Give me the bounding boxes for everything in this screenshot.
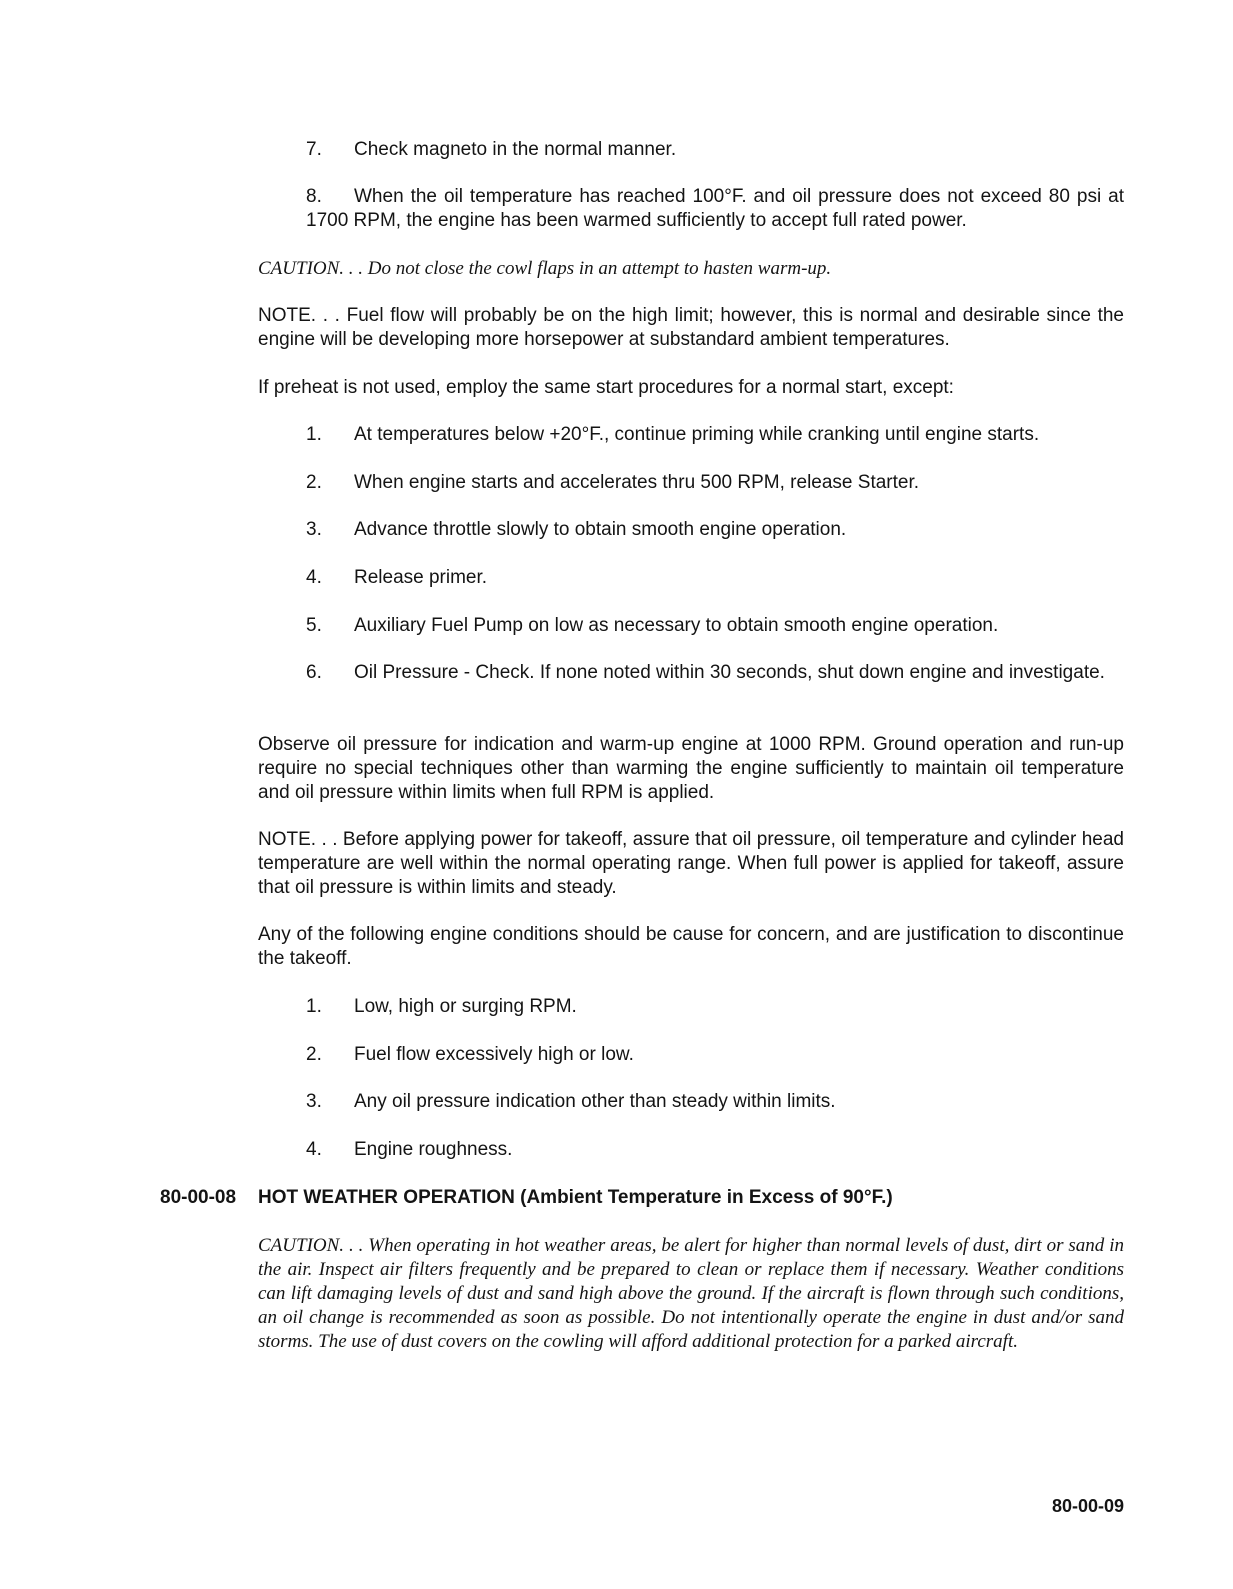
preheat-intro: If preheat is not used, employ the same start procedures for a normal start, except:	[258, 377, 954, 398]
note-paragraph: NOTE. . . Before applying power for takeoff, assure that oil pressure, oil temperature and cylinder head temperature are well within the normal operating range. When full power is applied for takeoff, assure that oil pressure is within limits and steady.	[258, 829, 1124, 898]
list-number: 6.	[306, 662, 322, 683]
page-number: 80-00-09	[1051, 1496, 1124, 1516]
list-text: Release primer.	[354, 567, 488, 588]
list-number: 1.	[306, 996, 322, 1017]
list-item	[306, 614, 1124, 638]
list-item	[306, 1090, 1124, 1114]
list-text: At temperatures below +20°F., continue priming while cranking until engine starts.	[354, 424, 1040, 445]
list-item	[306, 185, 1124, 233]
list-number: 2.	[306, 1044, 322, 1065]
list-text: Auxiliary Fuel Pump on low as necessary to obtain smooth engine operation.	[354, 615, 999, 636]
list-item	[306, 566, 1124, 590]
section-title: HOT WEATHER OPERATION (Ambient Temperature in Excess of 90°F.)	[258, 1187, 893, 1208]
list-number: 5.	[306, 615, 322, 636]
list-number: 3.	[306, 519, 322, 540]
list-number: 7.	[306, 139, 322, 160]
section-heading	[160, 1186, 893, 1210]
list-text: Oil Pressure - Check. If none noted within 30 seconds, shut down engine and investigate.	[354, 662, 1105, 683]
observe-paragraph: Observe oil pressure for indication and warm-up engine at 1000 RPM. Ground operation and run-up require no special techniques other than warming the engine sufficiently to maintain oil temperature and oil pressure within limits when full RPM is applied.	[258, 734, 1124, 803]
list-number: 4.	[306, 567, 322, 588]
list-text: Fuel flow excessively high or low.	[354, 1044, 634, 1065]
list-item	[306, 1138, 1124, 1162]
list-number: 3.	[306, 1091, 322, 1112]
list-number: 8.	[306, 186, 322, 207]
list-item	[306, 423, 1124, 447]
caution-note: CAUTION. . . Do not close the cowl flaps in an attempt to hasten warm-up.	[258, 258, 832, 279]
list-text: When the oil temperature has reached 100°F. and oil pressure does not exceed 80 psi at 1700 RPM, the engine has been warmed sufficiently to accept full rated power.	[306, 186, 1124, 231]
list-item	[306, 995, 1124, 1019]
list-text: Any oil pressure indication other than steady within limits.	[354, 1091, 836, 1112]
list-item	[306, 471, 1124, 495]
list-number: 1.	[306, 424, 322, 445]
list-item	[306, 661, 1124, 685]
section-number: 80-00-08	[160, 1187, 237, 1208]
caution-note: CAUTION. . . When operating in hot weather areas, be alert for higher than normal levels of dust, dirt or sand in the air. Inspect air filters frequently and be prepared to clean or replace them if necessary. Weather conditions can lift damaging levels of dust and sand high above the ground. If the aircraft is flown through such conditions, an oil change is recommended as soon as possible. Do not intentionally operate the engine in dust and/or sand storms. The use of dust covers on the cowling will afford additional protection for a parked aircraft.	[258, 1235, 1124, 1352]
list-text: Engine roughness.	[354, 1139, 513, 1160]
list-item	[306, 1043, 1124, 1067]
list-text: Low, high or surging RPM.	[354, 996, 577, 1017]
list-text: When engine starts and accelerates thru 500 RPM, release Starter.	[354, 472, 920, 493]
note-paragraph: NOTE. . . Fuel flow will probably be on the high limit; however, this is normal and desirable since the engine will be developing more horsepower at substandard ambient temperatures.	[258, 305, 1124, 350]
list-item	[306, 138, 1124, 162]
conditions-intro: Any of the following engine conditions should be cause for concern, and are justification to discontinue the takeoff.	[258, 924, 1124, 969]
list-number: 4.	[306, 1139, 322, 1160]
list-text: Check magneto in the normal manner.	[354, 139, 677, 160]
list-item	[306, 518, 1124, 542]
list-text: Advance throttle slowly to obtain smooth engine operation.	[354, 519, 847, 540]
list-number: 2.	[306, 472, 322, 493]
